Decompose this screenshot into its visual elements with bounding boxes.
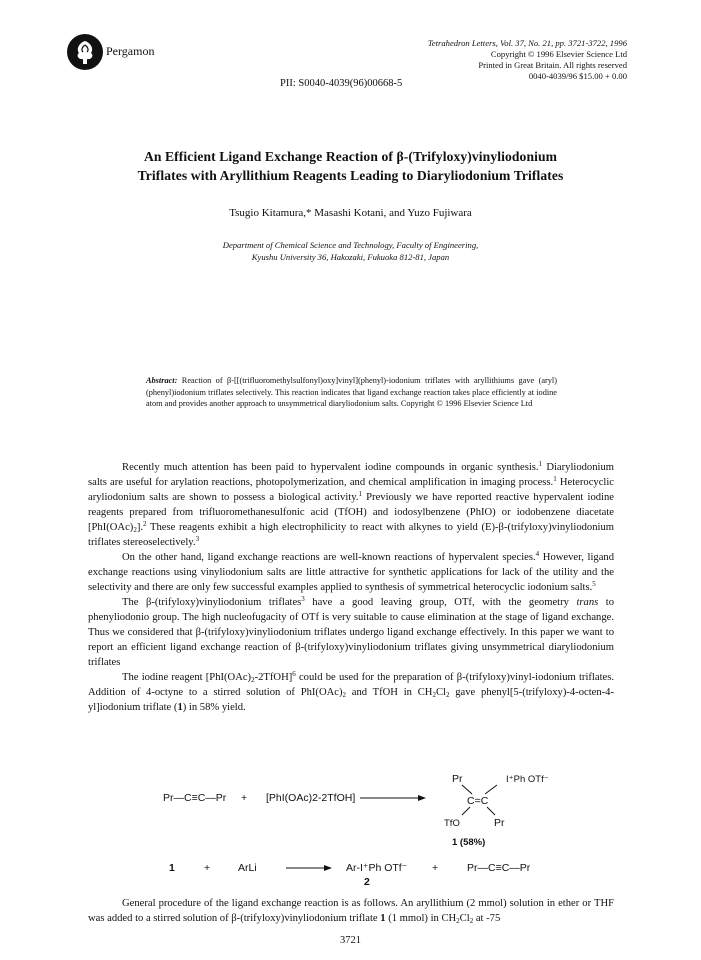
italic-term: trans <box>576 597 599 608</box>
title-line-1: An Efficient Ligand Exchange Reaction of β-(Trifyloxy)vinyliodonium <box>143 149 558 164</box>
product-label: 1 (58%) <box>452 837 486 848</box>
paragraph-4 <box>88 670 614 715</box>
plus-sign: + <box>241 792 248 804</box>
subscript: 2 <box>445 691 450 699</box>
text-run: ]. <box>136 522 143 533</box>
aryllithium: ArLi <box>238 862 257 874</box>
text-run: and TfOH in CH <box>346 687 433 698</box>
paragraph-2 <box>88 550 614 595</box>
text-run: gave phenyl[5-(trifyloxy)-4-octen-4-yl]iodonium triflate ( <box>88 687 614 713</box>
copyright-line: Copyright © 1996 Elsevier Science Ltd <box>490 49 627 59</box>
authors: Tsugio Kitamura,* Masashi Kotani, and Yuzo Fujiwara <box>229 207 472 219</box>
product-propyl-top: Pr <box>452 773 463 785</box>
subscript: 2 <box>342 691 346 699</box>
text-run: Cl <box>459 913 470 924</box>
subscript: 2 <box>432 691 436 699</box>
compound-number: 1 <box>380 913 386 924</box>
text-run: General procedure of the ligand exchange reaction is as follows. An aryllithium (2 mmol) solution in ether or THF was added to a stirred solution of β-(trifyloxy)vinyliodonium triflate <box>88 898 614 924</box>
plus-sign: + <box>204 862 211 874</box>
printed-line: Printed in Great Britain. All rights reserved <box>478 60 627 70</box>
bond-line <box>462 807 470 815</box>
product-iodonium: I⁺Ph OTf⁻ <box>506 774 549 785</box>
subscript: 2 <box>251 676 255 684</box>
text-run: Cl <box>435 687 446 698</box>
diaryliodonium-product: Ar-I⁺Ph OTf⁻ <box>346 862 408 874</box>
text-run: The β-(trifyloxy)vinyliodonium triflates <box>122 597 302 608</box>
text-run: could be used for the preparation of β-(trifyloxy)vinyl-iodonium triflates. Addition of 4-octyne to a stirred solution of PhI(OAc) <box>88 672 614 698</box>
text-run: ) in 58% yield. <box>182 702 246 713</box>
text-run: However, ligand exchange reactions using vinyliodonium salts are little attractive for synthetic applications for lack of the utility and the selectivity and there are only few successful examples applied to synthesis of symmetrical heterocyclic iodonium salts. <box>88 552 614 593</box>
pii: PII: S0040-4039(96)00668-5 <box>280 78 403 89</box>
journal-citation: Tetrahedron Letters, Vol. 37, No. 21, pp. 3721-3722, 1996 <box>427 38 627 48</box>
text-run: The iodine reagent [PhI(OAc) <box>122 672 252 683</box>
body-text <box>88 460 614 715</box>
reference-sup: 1 <box>553 475 557 483</box>
bond-line <box>487 807 495 815</box>
text-run: Previously we have reported reactive hypervalent iodine reagents prepared from trifluoromethanesulfonic acid (TfOH) and iodosylbenzene (PhIO) or iodobenzene diacetate [PhI(OAc) <box>88 492 614 533</box>
affiliation-line-2: Kyushu University 36, Hakozaki, Fukuoka 812-81, Japan <box>251 251 450 262</box>
arrowhead-2 <box>324 865 332 871</box>
reference-sup: 3 <box>301 595 305 603</box>
affiliation-line-1: Department of Chemical Science and Technology, Faculty of Engineering, <box>222 240 479 250</box>
paragraph-1 <box>88 460 614 550</box>
text-run: to phenyliodonio group. The high nucleofugacity of OTf is very suitable to cause elimination at the stage of ligand exchange. Thus we considered that β-(trifyloxy)vinyliodonium triflates undergo ligand exchange effectively. In this paper we want to report an efficient ligand exchange reaction of β-(trifyloxy)vinyliodonium triflates giving unsymmetrical diaryliodonium triflates <box>88 597 615 668</box>
alkyne-reactant: Pr—C≡C—Pr <box>163 792 227 804</box>
reference-sup: 2 <box>143 520 147 528</box>
subscript: 2 <box>456 917 460 925</box>
abstract-text: Reaction of β-[[(trifluoromethylsulfonyl)oxy]vinyl](phenyl)-iodonium triflates with aryllithiums gave (aryl)(phenyl)iodonium triflates selectively. This reaction indicates that ligand exchange reaction takes place efficiently at iodine atom and provides another approach to unsymmetrical diaryliodonium salts. Copyright © 1996 Elsevier Science Ltd <box>146 376 557 409</box>
elsevier-tree-logo <box>66 33 104 71</box>
arrowhead-1 <box>418 795 426 801</box>
reference-sup: 4 <box>535 550 540 558</box>
abstract <box>146 375 557 410</box>
text-run: Heterocyclic aryliodonium salts are shown to possess a biological activity. <box>88 477 614 503</box>
product-propyl-bottom: Pr <box>494 817 505 829</box>
text-run: Diaryliodonium salts are useful for arylation reactions, photopolymerization, and chemical amplification in imaging process. <box>88 462 614 488</box>
text-run: at -75 <box>473 913 501 924</box>
compound-2-label: 2 <box>364 876 370 888</box>
paragraph-3 <box>88 595 614 670</box>
paper-title <box>40 147 661 185</box>
reference-sup: 1 <box>538 460 543 468</box>
title-line-2: Triflates with Aryllithium Reagents Leading to Diaryliodonium Triflates <box>137 168 564 183</box>
issn-line: 0040-4039/96 $15.00 + 0.00 <box>528 71 627 81</box>
text-run: On the other hand, ligand exchange reactions are well-known reactions of hypervalent species. <box>122 552 536 563</box>
bond-line <box>462 785 472 794</box>
text-run: (1 mmol) in CH <box>385 913 457 924</box>
publisher-name: Pergamon <box>106 44 155 58</box>
alkyne-byproduct: Pr—C≡C—Pr <box>467 862 531 874</box>
text-run: -2TfOH] <box>254 672 293 683</box>
affiliation <box>40 240 661 263</box>
subscript: 2 <box>133 526 137 534</box>
compound-1: 1 <box>169 862 175 874</box>
procedure-paragraph <box>88 896 614 926</box>
text-run: have a good leaving group, OTf, with the geometry <box>304 597 577 608</box>
abstract-label: Abstract: <box>146 376 178 385</box>
product-double-bond: C=C <box>467 795 489 807</box>
bond-line <box>485 785 497 794</box>
compound-number: 1 <box>177 702 183 713</box>
text-run: Recently much attention has been paid to hypervalent iodine compounds in organic synthesis. <box>122 462 539 473</box>
subscript: 2 <box>469 917 474 925</box>
iodine-reagent: [PhI(OAc)2-2TfOH] <box>266 792 356 804</box>
reaction-scheme <box>0 770 701 880</box>
page-number: 3721 <box>340 935 361 946</box>
reference-sup: 6 <box>292 670 296 678</box>
product-triflate: TfO <box>444 818 460 829</box>
plus-sign: + <box>432 862 439 874</box>
journal-meta <box>428 38 627 82</box>
reference-sup: 3 <box>195 535 200 543</box>
text-run: These reagents exhibit a high electrophilicity to react with alkynes to yield (E)-β-(trifyloxy)vinyliodonium triflates stereoselectively. <box>88 522 614 548</box>
reference-sup: 1 <box>358 490 362 498</box>
reference-sup: 5 <box>592 580 596 588</box>
general-procedure <box>88 896 614 926</box>
